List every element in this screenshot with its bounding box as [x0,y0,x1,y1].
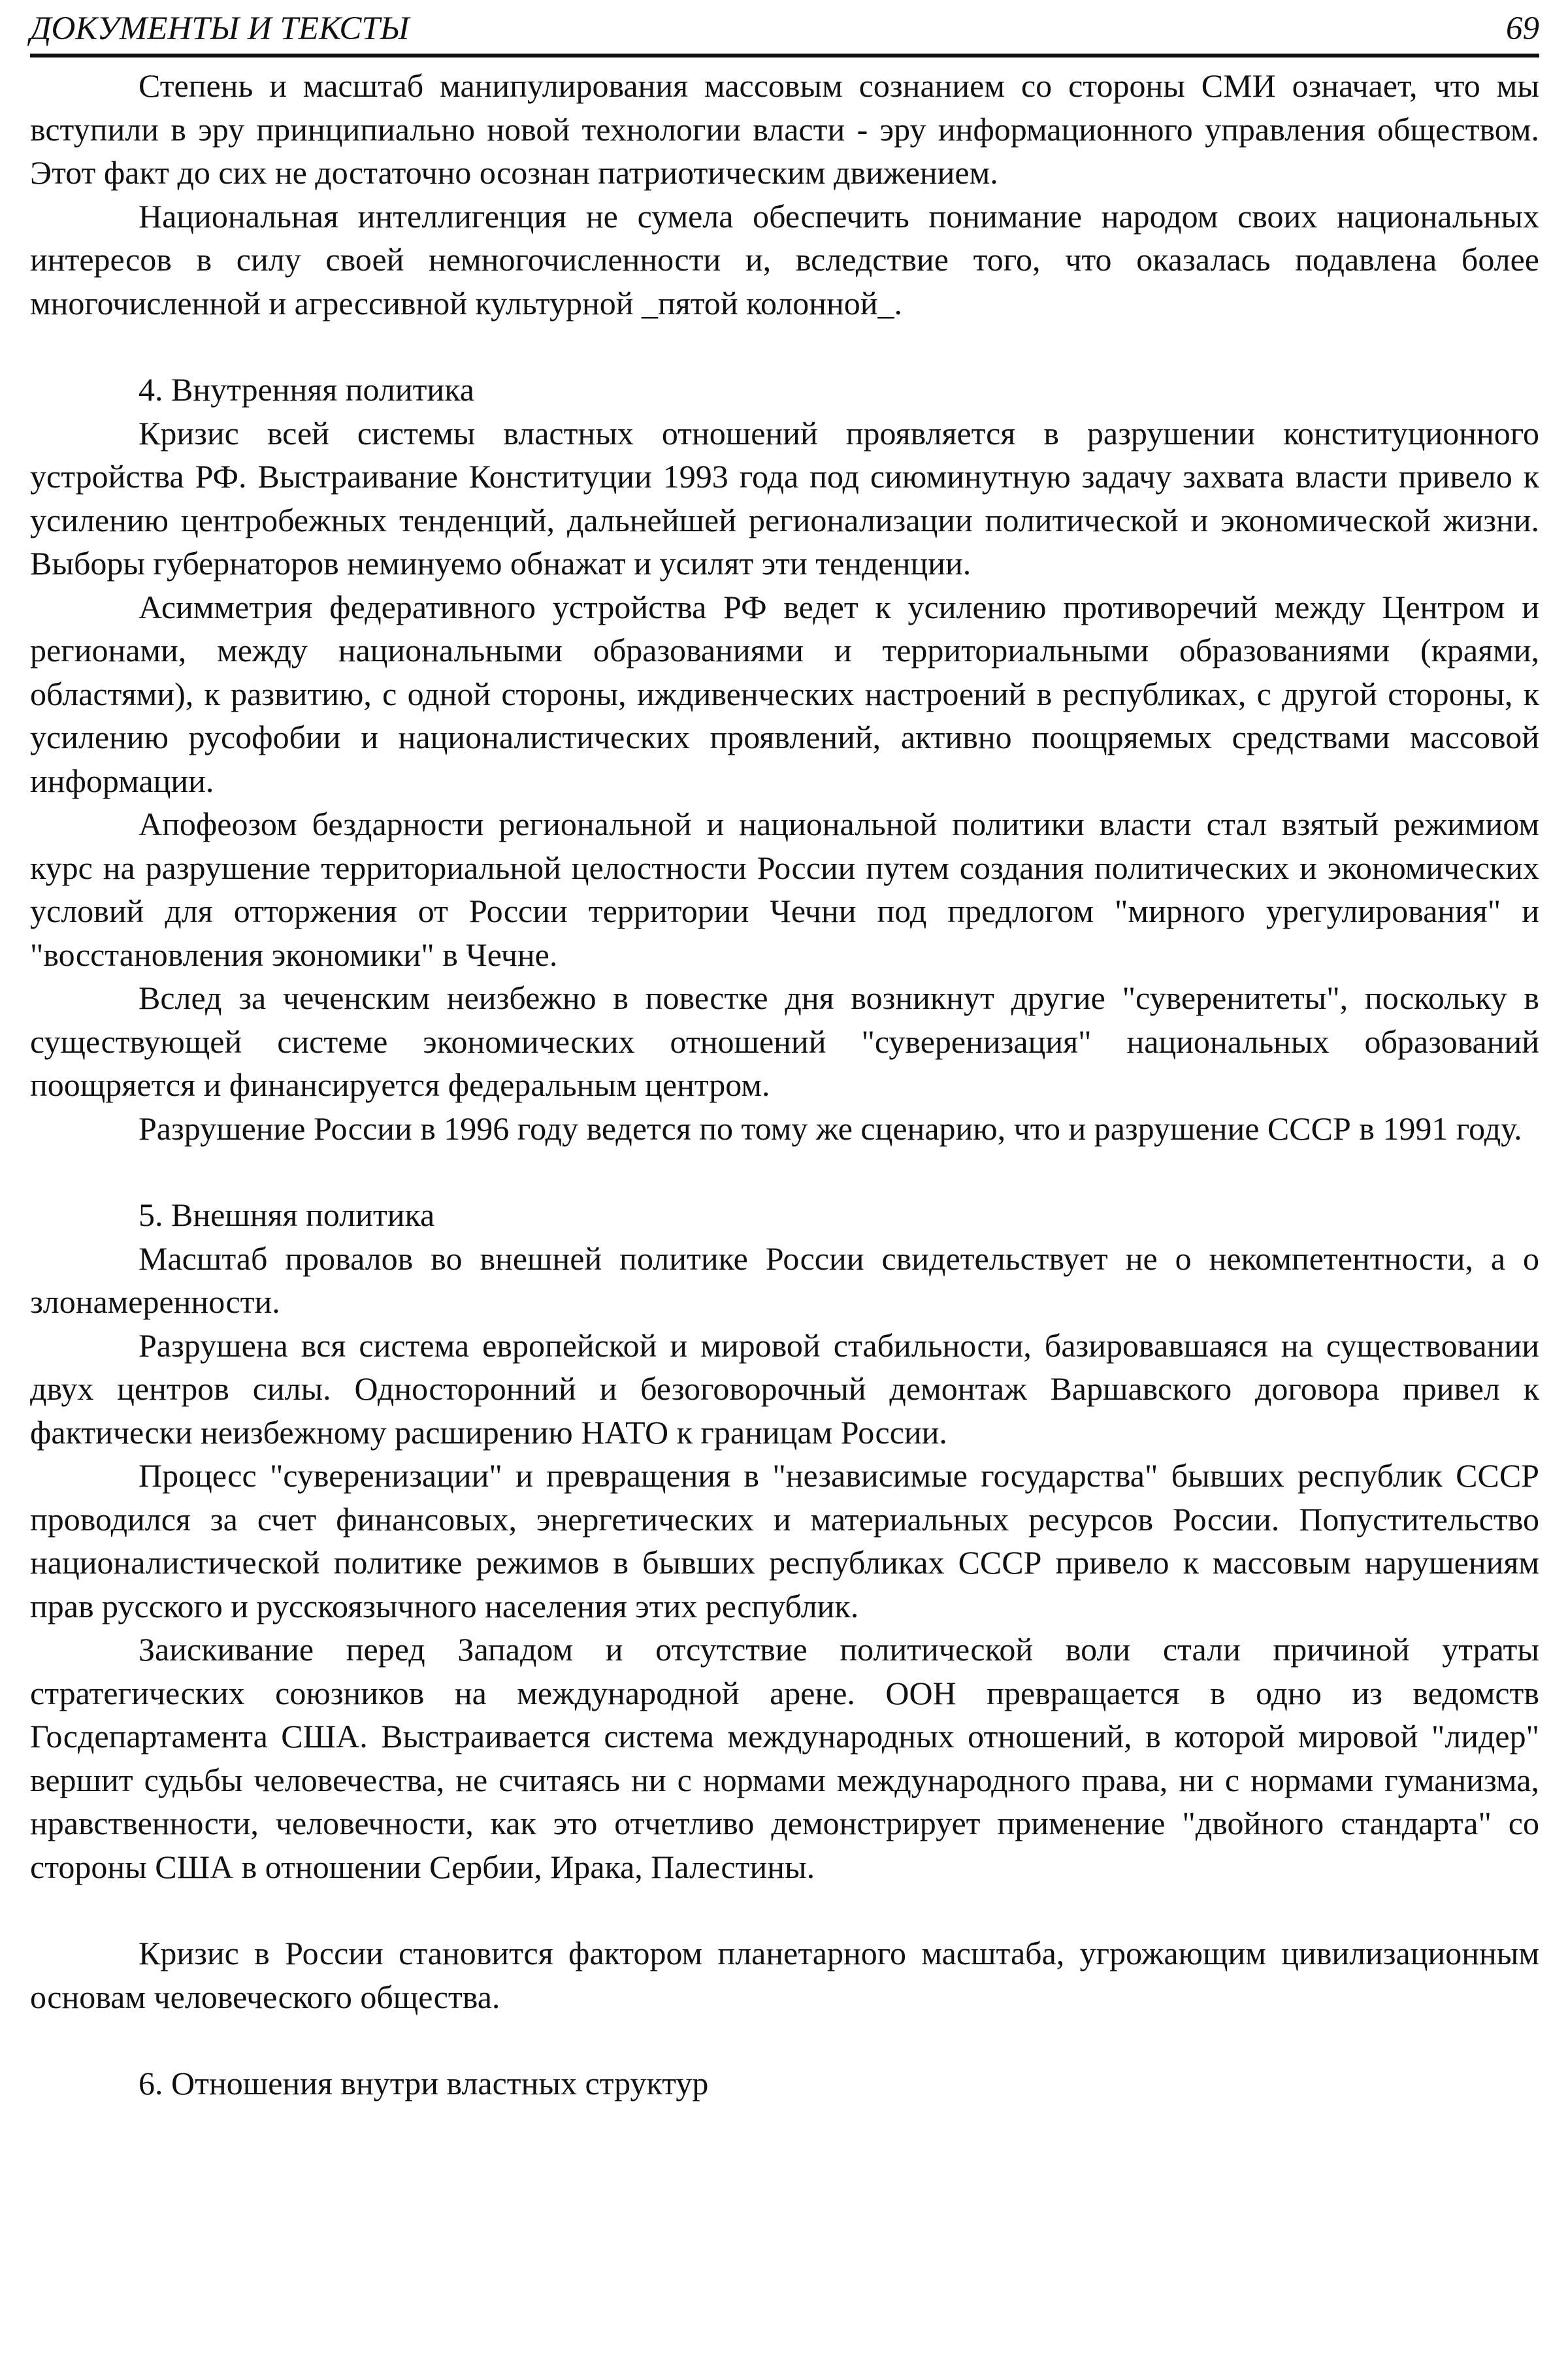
paragraph-sovereignization: Процесс "суверенизации" и превращения в "независимые государства" бывших республик СССР проводился за счет финансовых, энергетических и материальных ресурсов России. Попустительство националистической политике режимов в бывших республиках СССР привело к массовым нарушениям прав русского и русскоязычного населения этих республик. [30,1457,1539,1624]
body-text [30,64,1539,2105]
paragraph-stability-destroyed: Разрушена вся система европейской и мировой стабильности, базировавшаяся на существовании двух центров силы. Односторонний и безоговорочный демонтаж Варшавского договора привел к фактически неизбежному расширению НАТО к границам России. [30,1327,1539,1451]
paragraph-sovereignty: Вслед за чеченским неизбежно в повестке дня возникнут другие "суверенитеты", поскольку в существующей системе экономических отношений "суверенизация" национальных образований поощряется и финансируется федеральным центром. [30,980,1539,1103]
document-page [30,0,1539,2357]
section-heading-domestic-policy: 4. Внутренняя политика [139,371,474,408]
paragraph-power-crisis: Кризис всей системы властных отношений проявляется в разрушении конституционного устройства РФ. Выстраивание Конституции 1993 года под сиюминутную задачу захвата власти привело к усилению центробежных тенденций, дальнейшей регионализации политической и экономической жизни. Выборы губернаторов неминуемо обнажат и усилят эти тенденции. [30,414,1539,582]
header-rule [30,54,1539,58]
paragraph-mass-media: Степень и масштаб манипулирования массовым сознанием со стороны СМИ означает, что мы вступили в эру принципиально новой технологии власти - эру информационного управления обществом. Этот факт до сих не достаточно осознан патриотическим движением. [30,67,1539,191]
section-heading-foreign-policy: 5. Внешняя политика [139,1196,435,1233]
section-heading-power-relations: 6. Отношения внутри властных структур [139,2065,709,2102]
paragraph-gap [30,2019,1539,2062]
paragraph-planetary-crisis: Кризис в России становится фактором планетарного масштаба, угрожающим цивилизационным основам человеческого общества. [30,1935,1539,2015]
paragraph-gap [30,325,1539,368]
running-title: ДОКУМЕНТЫ И ТЕКСТЫ [30,10,410,47]
paragraph-gap [30,1888,1539,1932]
running-header [30,5,1539,52]
page-number: 69 [1506,10,1539,47]
paragraph-gap [30,1150,1539,1193]
paragraph-destruction-scenario: Разрушение России в 1996 году ведется по тому же сценарию, что и разрушение СССР в 1991 году. [139,1110,1522,1147]
paragraph-chechnya: Апофеозом бездарности региональной и национальной политики власти стал взятый режимиом курс на разрушение территориальной целостности России путем создания политических и экономических условий для отторжения от России территории Чечни под предлогом "мирного урегулирования" и "восстановления экономики" в Чечне. [30,806,1539,973]
paragraph-west-relations: Заискивание перед Западом и отсутствие политической воли стали причиной утраты стратегических союзников на международной арене. ООН превращается в одно из ведомств Госдепартамента США. Выстраивается система международных отношений, в которой мировой "лидер" вершит судьбы человечества, не считаясь ни с нормами международного права, ни с нормами гуманизма, нравственности, человечности, как это отчетливо демонстрирует применение "двойного стандарта" со стороны США в отношении Сербии, Ирака, Палестины. [30,1631,1539,1885]
paragraph-intelligentsia: Национальная интеллигенция не сумела обеспечить понимание народом своих национальных интересов в силу своей немногочисленности и, вследствие того, что оказалась подавлена более многочисленной и агрессивной культурной _пятой колонной_. [30,197,1539,321]
paragraph-federal-asymmetry: Асимметрия федеративного устройства РФ ведет к усилению противоречий между Центром и регионами, между национальными образованиями и территориальными образованиями (краями, областями), к развитию, с одной стороны, иждивенческих настроений в республиках, с другой стороны, к усилению русофобии и националистических проявлений, активно поощряемых средствами массовой информации. [30,588,1539,799]
paragraph-foreign-failures: Масштаб провалов во внешней политике России свидетельствует не о некомпетентности, а о злонамеренности. [30,1240,1539,1320]
